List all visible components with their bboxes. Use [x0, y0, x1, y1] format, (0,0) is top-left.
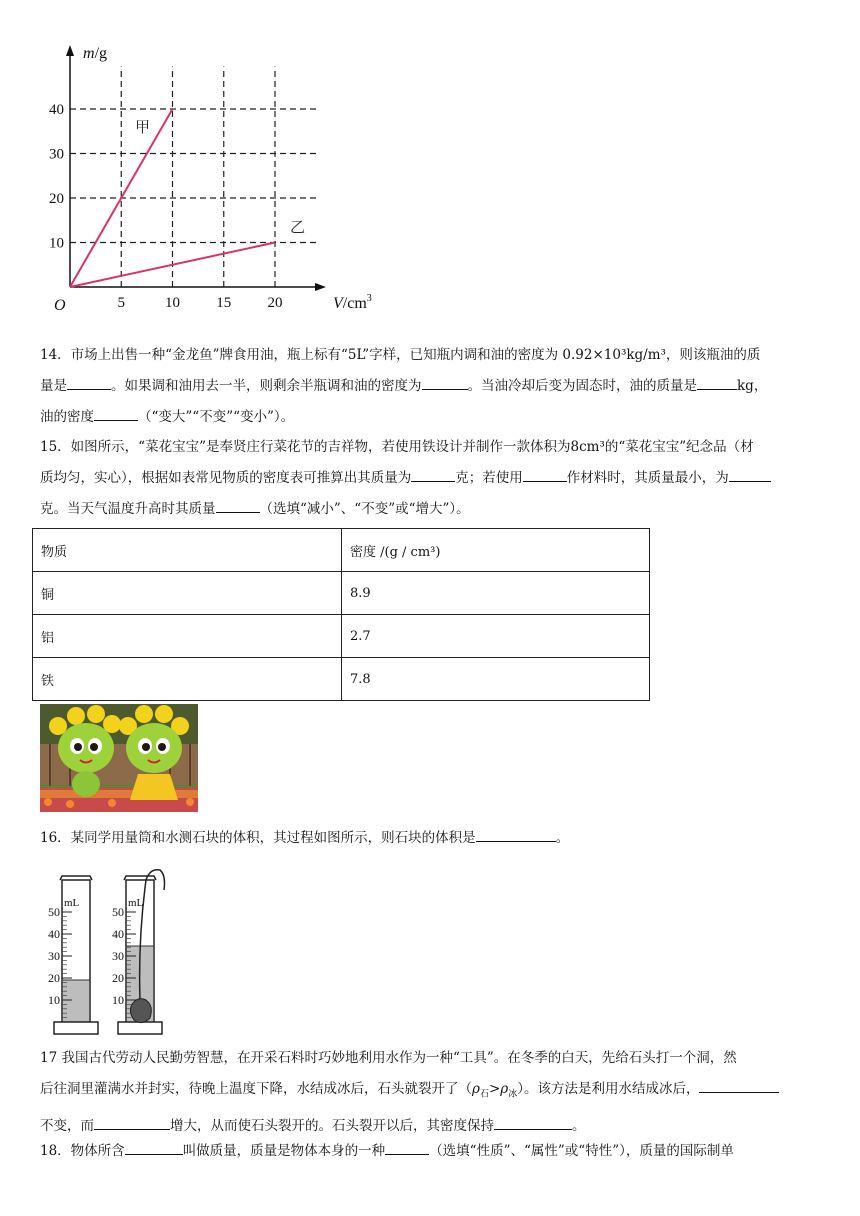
mascot-photo [40, 704, 198, 812]
table-cell: 铁 [33, 658, 342, 701]
svg-text:mL: mL [128, 897, 144, 909]
question-14 [40, 340, 825, 433]
y-tick-label: 10 [49, 235, 64, 252]
question-17 [40, 1043, 825, 1142]
q14-line1: 14．市场上出售一种“金龙鱼”牌食用油，瓶上标有“5L”字样，已知瓶内调和油的密度为 0.92×10³kg/m³，则该瓶油的质 [40, 347, 761, 363]
question-15 [40, 432, 825, 525]
table-cell: 7.8 [342, 658, 650, 701]
x-tick-label: 10 [165, 295, 180, 311]
chart-grid [70, 67, 318, 288]
q14-blank-4[interactable] [94, 406, 138, 421]
q18-blank-2[interactable] [385, 1140, 429, 1155]
cylinder-tick-label: 50 [112, 905, 124, 919]
svg-text:mL: mL [64, 897, 80, 909]
cylinder-after [112, 870, 165, 1034]
y-tick-label: 30 [49, 146, 64, 163]
table-row [33, 572, 650, 615]
measuring-cylinders-figure [40, 866, 190, 1036]
q15-blank-4[interactable] [216, 498, 260, 513]
q15-blank-1[interactable] [411, 467, 455, 482]
q16-blank-1[interactable] [476, 827, 556, 842]
x-axis-label: $V/cm^3$ [333, 293, 372, 312]
q14-blank-2[interactable] [422, 375, 468, 390]
stone-icon [130, 999, 151, 1023]
cylinder-tick-label: 30 [48, 949, 60, 963]
q18-blank-1[interactable] [125, 1140, 183, 1155]
cylinder-tick-label: 20 [48, 971, 60, 985]
y-tick-label: 20 [49, 191, 64, 207]
cylinder-before [48, 876, 98, 1034]
series-line-1 [70, 243, 275, 288]
y-tick-label: 40 [49, 102, 64, 118]
y-axis-arrow [66, 45, 74, 56]
q17-blank-2[interactable] [94, 1115, 170, 1130]
x-tick-label: 20 [267, 295, 283, 311]
q15-blank-3[interactable] [729, 467, 771, 482]
table-header-cell: 物质 [33, 529, 342, 572]
series-label-yi: 乙 [290, 218, 306, 236]
y-axis-label: m/g [83, 45, 108, 62]
q15-blank-2[interactable] [523, 467, 567, 482]
cylinder-tick-label: 50 [48, 905, 60, 919]
density-table [32, 528, 650, 701]
table-header-cell: 密度 /(g / cm³) [342, 529, 650, 572]
table-cell: 8.9 [342, 572, 650, 615]
q15-line1: 15．如图所示，“菜花宝宝”是奉贤庄行菜花节的吉祥物，若使用铁设计并制作一款体积为8cm³的“菜花宝宝”纪念品（材 [40, 439, 754, 455]
table-cell: 铝 [33, 615, 342, 658]
cylinder-tick-label: 40 [112, 927, 124, 941]
q14-blank-1[interactable] [67, 375, 111, 390]
q14-line2: 量是 。如果调和油用去一半，则剩余半瓶调和油的密度为 。当油冷却后变为固态时，油的质量是 kg， [40, 371, 825, 402]
q15-line3: 克。当天气温度升高时其质量 （选填“减小”、“不变”或“增大”）。 [40, 494, 825, 525]
chart-ticks [49, 102, 283, 311]
mass-volume-graph [40, 38, 400, 318]
table-row [33, 615, 650, 658]
question-18: 18．物体所含 叫做质量，质量是物体本身的一种 （选填“性质”、“属性”或“特性”），质量的国际制单 [40, 1136, 825, 1167]
cylinder-tick-label: 10 [48, 993, 60, 1007]
cylinder-tick-label: 30 [112, 949, 124, 963]
q17-line3: 不变，而 增大，从而使石头裂开的。石头裂开以后，其密度保持 。 [40, 1111, 825, 1142]
cylinder-tick-label: 40 [48, 927, 60, 941]
cylinder-tick-label: 10 [112, 993, 124, 1007]
table-cell: 铜 [33, 572, 342, 615]
q17-blank-1[interactable] [699, 1078, 779, 1093]
x-tick-label: 5 [117, 295, 125, 311]
q17-line1: 17 我国古代劳动人民勤劳智慧，在开采石料时巧妙地利用水作为一种“工具”。在冬季的白天，先给石头打一个洞，然 [40, 1050, 737, 1066]
q15-line2: 质均匀，实心），根据如表常见物质的密度表可推算出其质量为 克；若使用 作材料时，其质量最小，为 [40, 463, 825, 494]
q17-line2: 后往洞里灌满水并封实，待晚上温度下降，水结成冰后，石头就裂开了$(\rho_石>\rho_冰)$。该方法是利用水结成冰后， [40, 1074, 825, 1111]
origin-label: O [54, 297, 66, 314]
q17-blank-3[interactable] [494, 1115, 572, 1130]
q14-blank-3[interactable] [697, 375, 737, 390]
table-row [33, 658, 650, 701]
question-16: 16．某同学用量筒和水测石块的体积，其过程如图所示，则石块的体积是 。 [40, 823, 825, 854]
cylinder-tick-label: 20 [112, 971, 124, 985]
x-axis-arrow [315, 283, 326, 291]
x-tick-label: 15 [216, 295, 232, 311]
table-cell: 2.7 [342, 615, 650, 658]
q14-line3: 油的密度 （“变大”“不变”“变小”）。 [40, 402, 825, 433]
series-label-jia: 甲 [135, 118, 151, 136]
table-header-row [33, 529, 650, 572]
